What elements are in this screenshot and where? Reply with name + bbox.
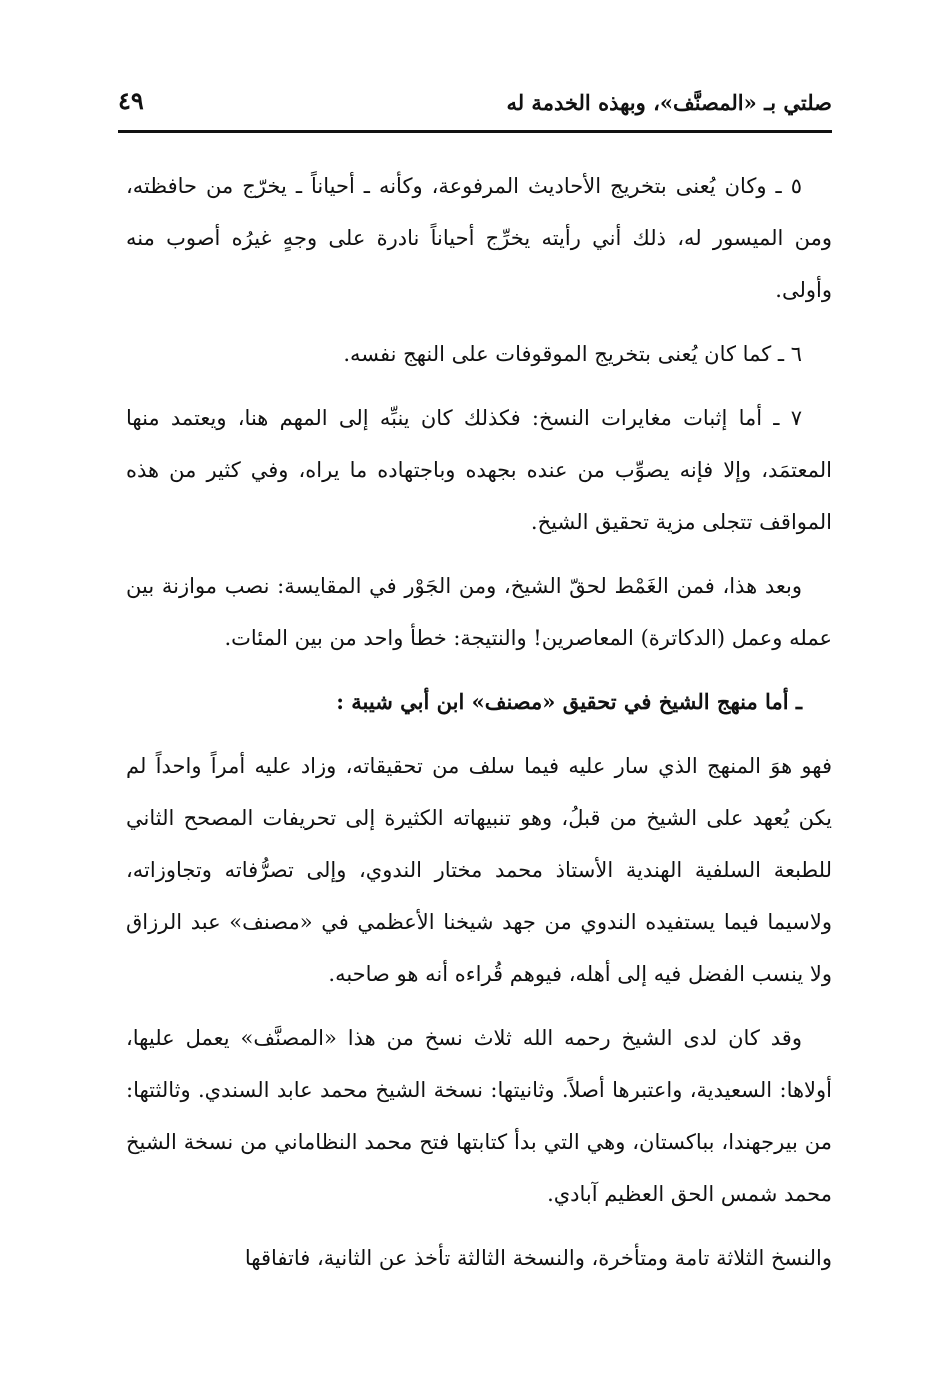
paragraph-item-5: ٥ ـ وكان يُعنى بتخريج الأحاديث المرفوعة، وكأنه ـ أحياناً ـ يخرّج من حافظته، ومن الميسور له، ذلك أني رأيته يخرِّج أحياناً نادرة على وجهٍ غيرُه أصوب منه وأولى. — [126, 174, 832, 302]
page-number: ٤٩ — [118, 86, 144, 115]
running-title: صلتي بـ «المصنَّف»، وبهذه الخدمة له — [506, 90, 832, 115]
paragraph-comparison: وبعد هذا، فمن الغَمْط لحقّ الشيخ، ومن الجَوْر في المقايسة: نصب موازنة بين عمله وعمل (الدكاترة) المعاصرين! والنتيجة: خطأ واحد من بين المئات. — [126, 574, 832, 650]
section-heading: ـ أما منهج الشيخ في تحقيق «مصنف» ابن أبي شيبة : — [336, 689, 802, 714]
paragraph-item-6: ٦ ـ كما كان يُعنى بتخريج الموقوفات على النهج نفسه. — [343, 342, 802, 366]
paragraph-manuscripts: وقد كان لدى الشيخ رحمه الله ثلاث نسخ من هذا «المصنَّف» يعمل عليها، أولاها: السعيدية، واعتبرها أصلاً. وثانيتها: نسخة الشيخ محمد عابد السندي. وثالثتها: من بيرجهندا، بباكستان، وهي التي بدأ كتابتها فتح محمد النظاماني من نسخة الشيخ محمد شمس الحق العظيم آبادي. — [126, 1026, 832, 1206]
paragraph-item-7: ٧ ـ أما إثبات مغايرات النسخ: فكذلك كان ينبِّه إلى المهم هنا، ويعتمد منها المعتمَد، وإلا فإنه يصوِّب من عنده بجهده وباجتهاده ما يراه، وفي كثير من هذه المواقف تتجلى مزية تحقيق الشيخ. — [126, 406, 832, 534]
body-text — [126, 160, 832, 1284]
running-header — [118, 84, 832, 124]
paragraph-continued: والنسخ الثلاثة تامة ومتأخرة، والنسخة الثالثة تأخذ عن الثانية، فاتفاقها — [244, 1246, 832, 1270]
header-divider — [118, 130, 832, 133]
paragraph-method: فهو هوَ المنهج الذي سار عليه فيما سلف من تحقيقاته، وزاد عليه أمراً واحداً لم يكن يُعهد على الشيخ من قبلُ، وهو تنبيهاته الكثيرة إلى تحريفات المصحح الثاني للطبعة السلفية الهندية الأستاذ محمد مختار الندوي، وإلى تصرُّفاته وتجاوزاته، ولاسيما فيما يستفيده الندوي من جهد شيخنا الأعظمي في «مصنف» عبد الرزاق ولا ينسب الفضل فيه إلى أهله، فيوهم قُراءه أنه هو صاحبه. — [126, 754, 832, 986]
